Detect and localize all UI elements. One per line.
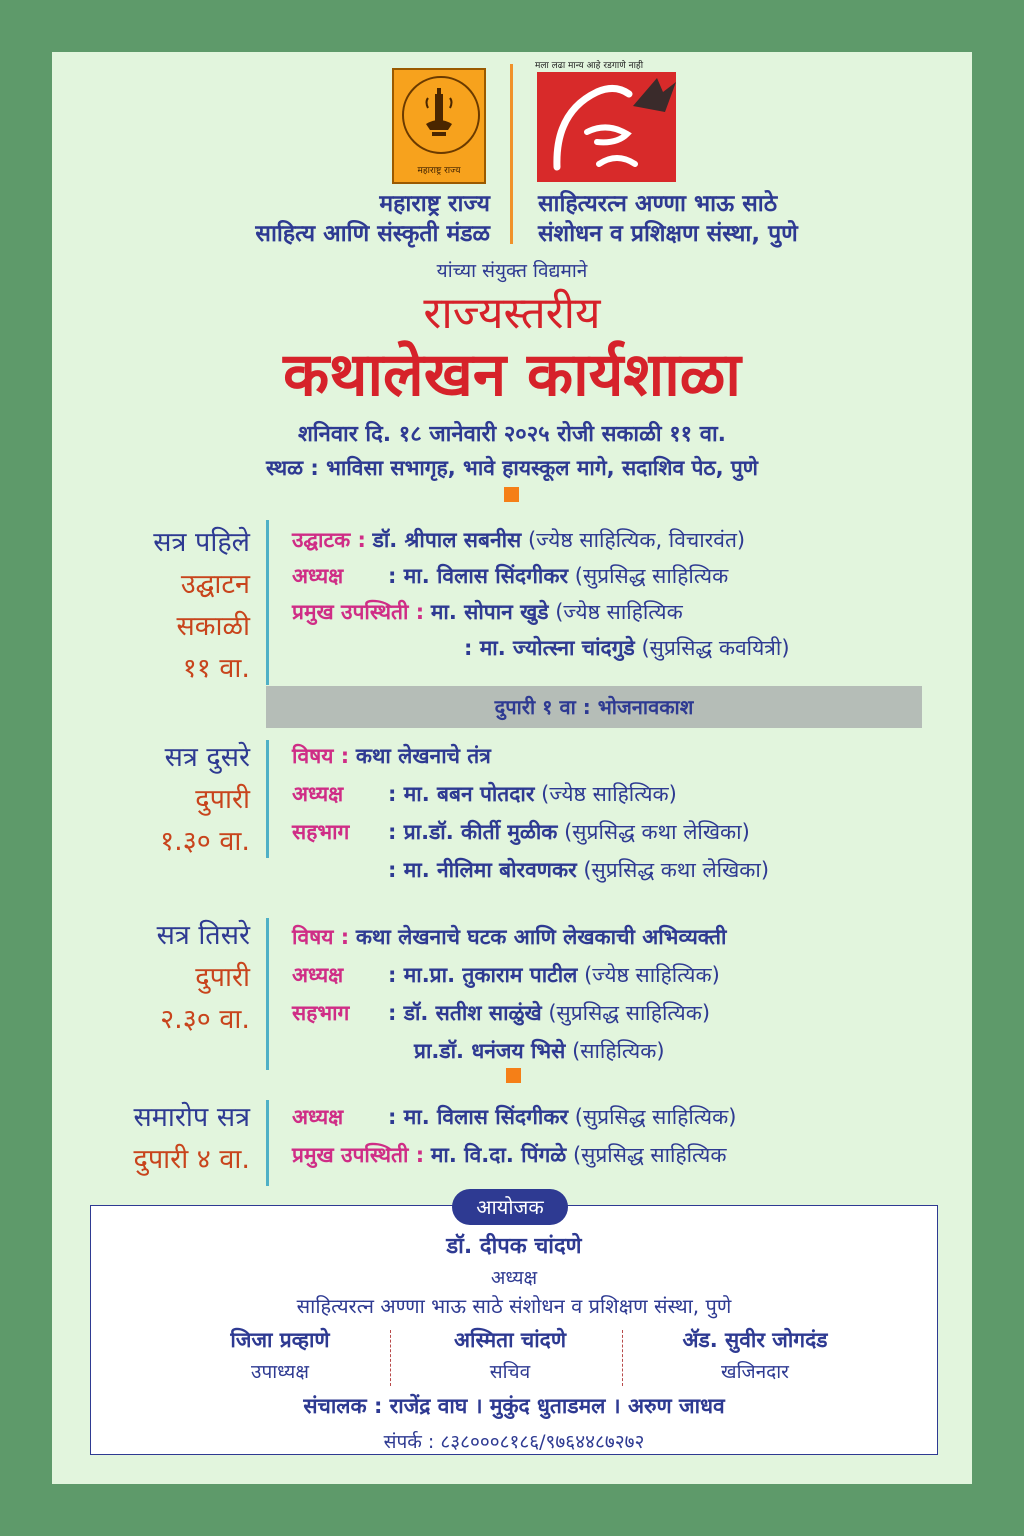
session3-row2 [292, 956, 932, 994]
session2-details [292, 737, 932, 889]
session3-time2: २.३० वा. [160, 1004, 250, 1035]
row-label: विषय : [292, 925, 350, 949]
right-org-name [538, 189, 958, 249]
row-label: प्रमुख उपस्थिती : [292, 600, 425, 624]
row-note: (सुप्रसिद्ध कथा लेखिका) [583, 858, 770, 882]
member-name: ॲड. सुवीर जोगदंड [682, 1328, 828, 1352]
row-note: (सुप्रसिद्ध साहित्यिक [574, 564, 729, 588]
row-note: (सुप्रसिद्ध साहित्यिक) [574, 1105, 737, 1129]
contact-line: संपर्क : ८३८०००८१८६/९७६४४८७२७२ [383, 1431, 645, 1453]
row-name: : मा. ज्योत्स्ना चांदगुडे [464, 636, 635, 660]
session1-row4 [292, 630, 932, 666]
title-big: कथालेखन कार्यशाळा [283, 340, 741, 410]
session3-details [292, 918, 932, 1070]
row-label: प्रमुख उपस्थिती : [292, 1143, 425, 1167]
organizer-institute: साहित्यरत्न अण्णा भाऊ साठे संशोधन व प्रशिक्षण संस्था, पुणे [296, 1294, 732, 1318]
session2-time1: दुपारी [195, 784, 250, 815]
row-name: : मा. बबन पोतदार [388, 782, 535, 806]
session1-name: सत्र पहिले [153, 527, 250, 558]
session4-name: समारोप सत्र [133, 1102, 250, 1133]
row-note: (सुप्रसिद्ध साहित्यिक) [548, 1001, 711, 1025]
session3-row3 [292, 994, 932, 1032]
session2-name: सत्र दुसरे [164, 742, 250, 773]
session3-bar [266, 918, 269, 1070]
logo-tagline: मला लढा मान्य आहे रडगाणे नाही [535, 61, 644, 71]
member-name: अस्मिता चांदणे [453, 1328, 567, 1352]
session1-heading [90, 522, 250, 690]
session4-bar [266, 1100, 269, 1186]
row-label: उद्घाटक : [292, 528, 366, 552]
member-role: उपाध्यक्ष [251, 1361, 309, 1383]
session2-time2: १.३० वा. [160, 826, 250, 857]
session3-name: सत्र तिसरे [156, 920, 250, 951]
session1-time1: सकाळी [176, 611, 250, 642]
separator-square [504, 487, 519, 502]
session3-heading [90, 915, 250, 1041]
session4-details [292, 1098, 932, 1174]
session2-bar [266, 740, 269, 858]
row-label: अध्यक्ष [292, 1105, 344, 1129]
row-note: (ज्येष्ठ साहित्यिक [555, 600, 683, 624]
session2-heading [90, 737, 250, 863]
row-note: (सुप्रसिद्ध साहित्यिक [572, 1143, 727, 1167]
member-secretary [410, 1326, 610, 1384]
row-name: कथा लेखनाचे तंत्र [355, 744, 491, 768]
mandal-logo [392, 68, 486, 184]
session4-row2 [292, 1136, 932, 1174]
member-divider [622, 1330, 623, 1386]
session3-time1: दुपारी [195, 962, 250, 993]
session2-row4 [292, 851, 932, 889]
row-label: अध्यक्ष [292, 963, 344, 987]
member-role: सचिव [489, 1361, 531, 1383]
venue-line: स्थळ : भाविसा सभागृह, भावे हायस्कूल मागे, सदाशिव पेठ, पुणे [265, 456, 758, 480]
lunch-bar: दुपारी १ वा : भोजनावकाश [266, 686, 922, 728]
member-vice-president [180, 1326, 380, 1384]
row-name: डॉ. श्रीपाल सबनीस [372, 528, 522, 552]
row-note: (साहित्यिक) [572, 1039, 665, 1063]
row-note: (ज्येष्ठ साहित्यिक, विचारवंत) [527, 528, 746, 552]
row-name: मा. वि.दा. पिंगळे [430, 1143, 567, 1167]
row-note: (सुप्रसिद्ध कवयित्री) [641, 636, 790, 660]
session3-row1 [292, 918, 932, 956]
session1-bar [266, 520, 269, 685]
session2-row2 [292, 775, 932, 813]
left-org-line1: महाराष्ट्र राज्य [379, 191, 490, 217]
organizer-name: डॉ. दीपक चांदणे [446, 1234, 582, 1259]
member-treasurer [630, 1326, 880, 1384]
row-label: अध्यक्ष [292, 564, 344, 588]
session1-row2 [292, 558, 932, 594]
member-name: जिजा प्रव्हाणे [230, 1328, 330, 1352]
logo-caption: महाराष्ट्र राज्य [417, 166, 461, 176]
session1-details [292, 522, 932, 666]
organizer-heading: आयोजक [452, 1189, 568, 1225]
institute-logo [535, 61, 676, 182]
session1-time2: ११ वा. [182, 653, 250, 684]
session1-row3 [292, 594, 932, 630]
row-name: : मा. नीलिमा बोरवणकर [388, 858, 577, 882]
separator-square [506, 1068, 521, 1083]
row-name: : मा. विलास सिंदगीकर [388, 1105, 569, 1129]
left-org-name [150, 189, 490, 249]
row-name: : डॉ. सतीश साळुंखे [388, 1001, 542, 1025]
row-name: : प्रा.डॉ. कीर्ती मुळीक [388, 820, 558, 844]
right-org-line2: संशोधन व प्रशिक्षण संस्था, पुणे [538, 221, 798, 247]
row-label: अध्यक्ष [292, 782, 344, 806]
row-name: : मा.प्रा. तुकाराम पाटील [388, 963, 578, 987]
right-org-line1: साहित्यरत्न अण्णा भाऊ साठे [538, 191, 778, 217]
directors-line: संचालक : राजेंद्र वाघ । मुकुंद धुताडमल । अरुण जाधव [303, 1394, 725, 1418]
joint-text: यांच्या संयुक्त विद्यमाने [436, 260, 588, 282]
session2-row1 [292, 737, 932, 775]
session2-row3 [292, 813, 932, 851]
row-label: विषय : [292, 744, 350, 768]
session1-row1 [292, 522, 932, 558]
row-note: (सुप्रसिद्ध कथा लेखिका) [564, 820, 750, 844]
logo-divider [510, 64, 513, 244]
member-divider [390, 1330, 391, 1386]
row-name: कथा लेखनाचे घटक आणि लेखकाची अभिव्यक्ती [355, 925, 727, 949]
row-note: (ज्येष्ठ साहित्यिक) [584, 963, 720, 987]
organizer-role: अध्यक्ष [490, 1267, 538, 1289]
row-label: सहभाग [292, 1001, 350, 1025]
member-role: खजिनदार [721, 1361, 789, 1383]
session1-sub: उद्घाटन [180, 569, 250, 600]
row-label: सहभाग [292, 820, 350, 844]
session4-row1 [292, 1098, 932, 1136]
lamp-emblem-icon [424, 88, 454, 140]
row-note: (ज्येष्ठ साहित्यिक) [541, 782, 677, 806]
session4-time: दुपारी ४ वा. [133, 1144, 250, 1175]
session4-heading [60, 1097, 250, 1181]
row-name: : मा. विलास सिंदगीकर [388, 564, 569, 588]
row-name: मा. सोपान खुडे [430, 600, 549, 624]
left-org-line2: साहित्य आणि संस्कृती मंडळ [255, 221, 490, 247]
row-name: प्रा.डॉ. धनंजय भिसे [414, 1039, 566, 1063]
title-small: राज्यस्तरीय [423, 288, 601, 339]
session3-row4 [292, 1032, 932, 1070]
date-line: शनिवार दि. १८ जानेवारी २०२५ रोजी सकाळी ११ वा. [297, 422, 727, 447]
bird-emblem-icon [537, 72, 676, 182]
